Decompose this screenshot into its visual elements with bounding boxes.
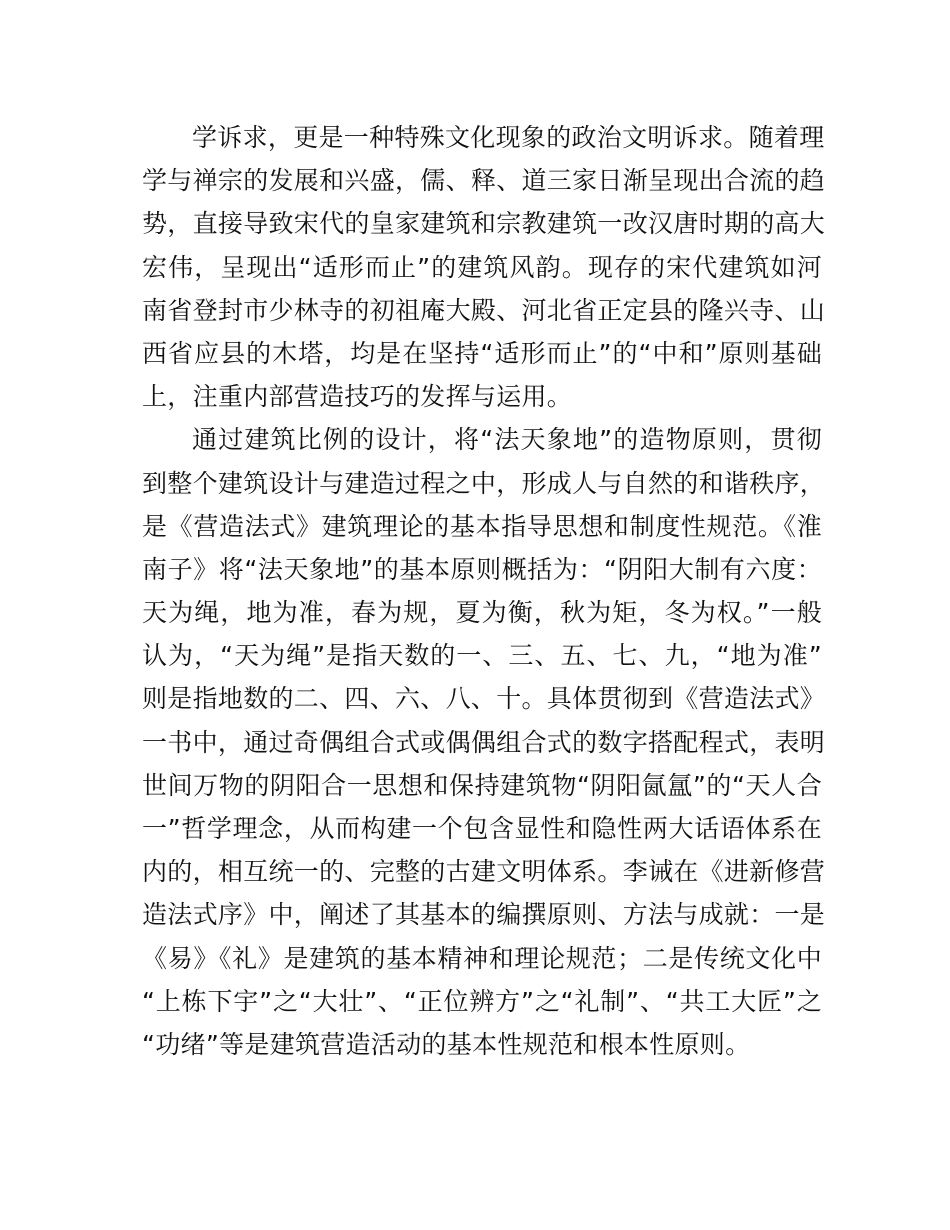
text-line: 则是指地数的二、四、六、八、十。具体贯彻到《营造法式》 bbox=[142, 684, 826, 714]
text-line: 学与禅宗的发展和兴盛，儒、释、道三家日渐呈现出合流的趋 bbox=[142, 166, 826, 196]
text-line: 天为绳，地为准，春为规，夏为衡，秋为矩，冬为权。”一般 bbox=[142, 598, 822, 628]
text-line: 学诉求，更是一种特殊文化现象的政治文明诉求。随着理 bbox=[192, 123, 825, 152]
text-line: 世间万物的阴阳合一思想和保持建筑物“阴阳氤氲”的“天人合 bbox=[142, 770, 822, 800]
text-line: 是《营造法式》建筑理论的基本指导思想和制度性规范。《淮 bbox=[142, 511, 822, 541]
text-line: 内的，相互统一的、完整的古建文明体系。李诫在《进新修营 bbox=[142, 857, 826, 887]
text-line: 《易》《礼》是建筑的基本精神和理论规范；二是传统文化中 bbox=[142, 943, 822, 973]
text-line: 到整个建筑设计与建造过程之中，形成人与自然的和谐秩序， bbox=[142, 468, 826, 498]
text-line: 南子》将“法天象地”的基本原则概括为：“阴阳大制有六度： bbox=[142, 554, 822, 584]
text-line: “功绪”等是建筑营造活动的基本性规范和根本性原则。 bbox=[142, 1029, 751, 1059]
text-line: 西省应县的木塔，均是在坚持“适形而止”的“中和”原则基础 bbox=[142, 338, 822, 368]
text-line: 上，注重内部营造技巧的发挥与运用。 bbox=[142, 382, 573, 412]
text-line: 造法式序》中，阐述了其基本的编撰原则、方法与成就：一是 bbox=[142, 900, 826, 930]
text-line: 认为，“天为绳”是指天数的一、三、五、七、九，“地为准” bbox=[142, 641, 822, 671]
text-line: 通过建筑比例的设计，将“法天象地”的造物原则，贯彻 bbox=[192, 425, 822, 455]
text-line: 势，直接导致宋代的皇家建筑和宗教建筑一改汉唐时期的高大 bbox=[142, 209, 826, 239]
text-line: 宏伟，呈现出“适形而止”的建筑风韵。现存的宋代建筑如河 bbox=[142, 252, 822, 282]
text-line: 一书中，通过奇偶组合式或偶偶组合式的数字搭配程式，表明 bbox=[142, 727, 826, 757]
text-line: 南省登封市少林寺的初祖庵大殿、河北省正定县的隆兴寺、山 bbox=[142, 295, 826, 325]
paragraph-2 bbox=[142, 418, 826, 1066]
body-text bbox=[142, 116, 826, 1066]
paragraph-1 bbox=[142, 116, 826, 418]
text-line: 一”哲学理念，从而构建一个包含显性和隐性两大话语体系在 bbox=[142, 814, 822, 843]
text-line: “上栋下宇”之“大壮”、“正位辨方”之“礼制”、“共工大匠”之 bbox=[142, 986, 822, 1016]
